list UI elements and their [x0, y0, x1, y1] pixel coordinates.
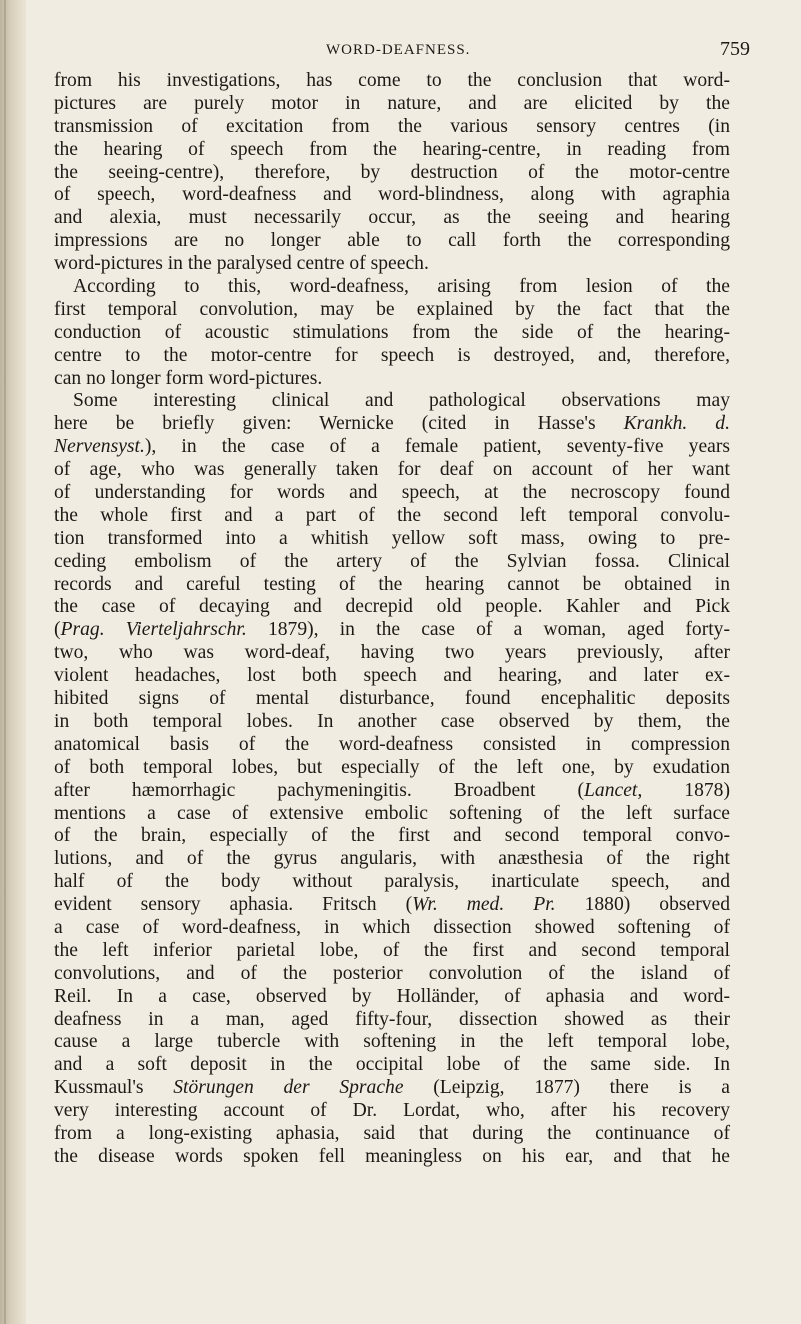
page-header [0, 38, 801, 68]
text-line: Nervensyst.), in the case of a female patient, seventy-five years [54, 436, 730, 458]
text-line: word-pictures in the paralysed centre of speech. [54, 253, 429, 275]
text-line: in both temporal lobes. In another case observed by them, the [54, 710, 730, 732]
text-line: the case of decaying and decrepid old people. Kahler and Pick [54, 596, 730, 618]
text-line: very interesting account of Dr. Lordat, who, after his recovery [54, 1100, 730, 1122]
text-line: first temporal convolution, may be explained by the fact that the [54, 298, 730, 320]
text-line: centre to the motor-centre for speech is destroyed, and, therefore, [54, 344, 730, 366]
text-line: Some interesting clinical and pathological observations may [73, 390, 730, 412]
text-line: and alexia, must necessarily occur, as the seeing and hearing [54, 207, 730, 229]
text-line: Kussmaul's Störungen der Sprache (Leipzig, 1877) there is a [54, 1077, 730, 1099]
text-line: of age, who was generally taken for deaf on account of her want [54, 459, 730, 481]
text-line: anatomical basis of the word-deafness consisted in compression [54, 733, 730, 755]
text-line: records and careful testing of the hearing cannot be obtained in [54, 573, 730, 595]
body-text [54, 70, 730, 1169]
text-line: (Prag. Vierteljahrschr. 1879), in the case of a woman, aged forty- [54, 619, 730, 641]
text-line: conduction of acoustic stimulations from the side of the hearing- [54, 321, 730, 343]
text-line: two, who was word-deaf, having two years previously, after [54, 642, 730, 664]
text-line: evident sensory aphasia. Fritsch (Wr. med. Pr. 1880) observed [54, 894, 731, 916]
text-line: of the brain, especially of the first and second temporal convo- [54, 825, 730, 847]
text-line: lutions, and of the gyrus angularis, with anæsthesia of the right [54, 848, 730, 870]
text-line: here be briefly given: Wernicke (cited in Hasse's Krankh. d. [54, 413, 730, 435]
text-line: violent headaches, lost both speech and hearing, and later ex- [54, 665, 730, 687]
text-line: and a soft deposit in the occipital lobe of the same side. In [54, 1054, 730, 1076]
text-line: the seeing-centre), therefore, by destruction of the motor-centre [54, 161, 730, 183]
running-head: WORD-DEAFNESS. [326, 42, 471, 58]
page-edge [4, 0, 6, 1324]
text-line: of understanding for words and speech, at the necroscopy found [54, 482, 730, 504]
text-line: tion transformed into a whitish yellow soft mass, owing to pre- [54, 527, 730, 549]
text-line: impressions are no longer able to call forth the corresponding [54, 230, 730, 252]
text-line: can no longer form word-pictures. [54, 367, 323, 389]
text-line: cause a large tubercle with softening in the left temporal lobe, [54, 1031, 730, 1053]
text-line: the hearing of speech from the hearing-centre, in reading from [54, 138, 730, 160]
text-line: from a long-existing aphasia, said that during the continuance of [54, 1122, 730, 1144]
text-line: the left inferior parietal lobe, of the first and second temporal [54, 939, 730, 961]
text-line: the disease words spoken fell meaningless on his ear, and that he [54, 1145, 730, 1167]
text-line: of both temporal lobes, but especially of the left one, by exudation [54, 756, 730, 778]
text-line: from his investigations, has come to the conclusion that word- [54, 70, 730, 91]
text-line: the whole first and a part of the second left temporal convolu- [54, 504, 730, 526]
text-line: convolutions, and of the posterior convolution of the island of [54, 962, 730, 984]
text-line: hibited signs of mental disturbance, found encephalitic deposits [54, 688, 730, 710]
text-line: after hæmorrhagic pachymeningitis. Broadbent (Lancet, 1878) [54, 779, 730, 801]
text-line: transmission of excitation from the various sensory centres (in [54, 115, 730, 137]
text-line: deafness in a man, aged fifty-four, dissection showed as their [54, 1008, 730, 1030]
text-line: mentions a case of extensive embolic softening of the left surface [54, 802, 730, 824]
page-number: 759 [720, 38, 750, 60]
text-line: half of the body without paralysis, inarticulate speech, and [54, 871, 730, 893]
text-line: Reil. In a case, observed by Holländer, of aphasia and word- [54, 985, 730, 1007]
text-line: ceding embolism of the artery of the Sylvian fossa. Clinical [54, 550, 730, 572]
text-line: According to this, word-deafness, arising from lesion of the [73, 276, 730, 298]
text-line: a case of word-deafness, in which dissection showed softening of [54, 916, 730, 938]
text-line: pictures are purely motor in nature, and are elicited by the [54, 92, 730, 114]
text-line: of speech, word-deafness and word-blindness, along with agraphia [54, 184, 730, 206]
